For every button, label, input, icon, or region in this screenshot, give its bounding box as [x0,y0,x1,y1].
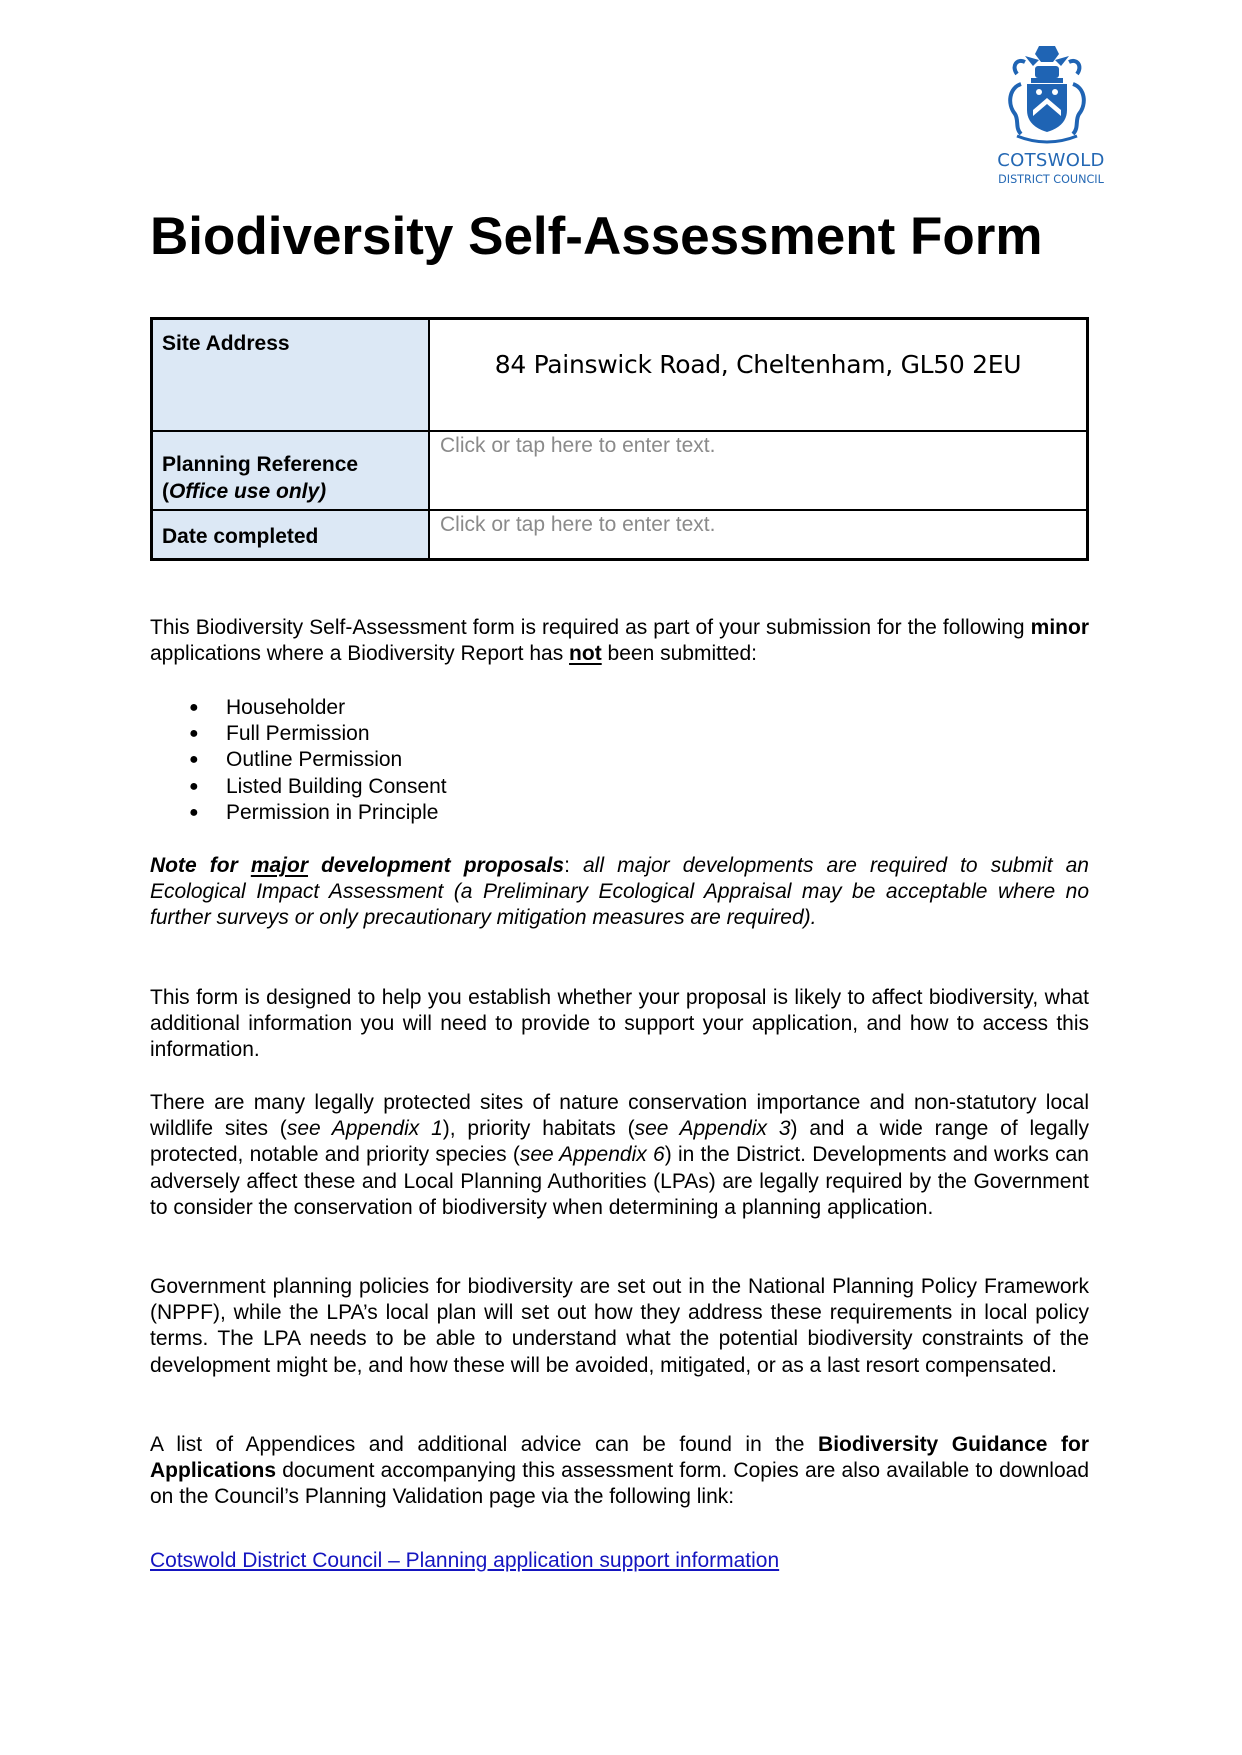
list-item-label: Listed Building Consent [226,774,447,798]
office-use-note: Office use only [169,480,320,503]
protected-sites-paragraph [150,1090,1089,1221]
note-major-emphasis: major [250,854,309,877]
site-address-value[interactable]: 84 Painswick Road, Cheltenham, GL50 2EU [494,350,1022,379]
application-types-list [150,695,1089,826]
site-address-label: Site Address [153,320,430,430]
note-lead-b: development proposals [308,854,565,877]
appendix-6-ref: Appendix 6 [553,1143,665,1167]
note-body: all major developments are required to submit an Ecological Impact Assessment (a Preliminary Ecological Appraisal may be acceptable where no further surveys or only precautionary mitigation measures are required). [150,854,1089,930]
bullet-icon: ● [189,751,199,769]
protected-text-1: There are many legally protected sites of nature conservation importance and non-statutory local wildlife sites ( [150,1091,1089,1141]
planning-reference-label-text: Planning Reference [162,453,359,476]
date-completed-label: Date completed [153,511,430,558]
list-item-label: Permission in Principle [226,800,439,824]
policy-paragraph: Government planning policies for biodiversity are set out in the National Planning Policy Framework (NPPF), while the LPA’s local plan will set out how they address these requirements in local policy terms. The LPA needs to be able to understand what the potential biodiversity constraints of the development might be, and how these will be avoided, mitigated, or as a last resort compensated. [150,1275,1089,1377]
council-logo [985,40,1115,192]
list-item [150,774,1089,800]
see-text: see [634,1117,669,1141]
intro-text-1: This Biodiversity Self-Assessment form is required as part of your submission for the following [150,616,1031,639]
appendices-paragraph [150,1432,1089,1511]
protected-text-4: ) in the District. Developments and works can adversely affect these and Local Planning Authorities (LPAs) are legally required by the Government to consider the conservation of biodiversity when determining a planning application. [150,1143,1089,1219]
office-use-close-paren: ) [319,480,327,503]
office-use-open-paren: ( [162,480,169,503]
date-completed-field[interactable]: Click or tap here to enter text. [440,513,716,536]
logo-wordmark: COTSWOLD [997,150,1105,171]
list-item-label: Householder [226,696,346,719]
planning-reference-label [153,432,430,509]
note-colon: : [564,854,570,877]
bullet-icon: ● [189,777,199,795]
date-completed-row [153,509,1086,558]
coat-of-arms-icon [1003,44,1091,146]
appendix-3-ref: Appendix 3 [668,1117,791,1141]
protected-text-3: ) and a wide range of legally protected, notable and priority species ( [150,1117,1090,1167]
intro-not-emphasis: not [569,642,602,666]
list-item [150,747,1089,773]
list-item [150,695,1089,721]
list-item-label: Full Permission [226,722,370,746]
intro-text-2: applications where a Biodiversity Report has [150,642,570,666]
appendix-1-ref: Appendix 1 [320,1117,443,1141]
intro-text-3: been submitted: [601,642,757,666]
appendices-text-2: document accompanying this assessment form. Copies are also available to download on the Council’s Planning Validation page via the following link: [150,1459,1089,1509]
bullet-icon: ● [189,725,199,743]
logo-subtitle: DISTRICT COUNCIL [998,173,1104,186]
list-item [150,721,1089,747]
site-details-table [150,317,1089,561]
page-title: Biodiversity Self-Assessment Form [150,207,1043,266]
intro-paragraph [150,615,1089,667]
appendices-text-1: A list of Appendices and additional advice can be found in the [150,1433,819,1456]
list-item-label: Outline Permission [226,748,403,772]
bullet-icon: ● [189,803,199,821]
list-item [150,800,1089,826]
site-address-row [153,320,1086,430]
see-text: see [286,1117,321,1141]
note-lead-a: Note for [150,854,251,877]
major-development-note [150,853,1089,932]
see-text: see [519,1143,554,1167]
guidance-document-name: Biodiversity Guidance for Applications [150,1433,1089,1483]
planning-support-link[interactable]: Cotswold District Council – Planning application support information [150,1549,780,1572]
planning-reference-row [153,430,1086,509]
intro-minor-bold: minor [1030,616,1089,639]
bullet-icon: ● [189,699,199,716]
planning-reference-field[interactable]: Click or tap here to enter text. [440,434,716,457]
purpose-paragraph: This form is designed to help you establish whether your proposal is likely to affect biodiversity, what additional information you will need to provide to support your application, and how to access this information. [150,986,1089,1062]
protected-text-2: ), priority habitats ( [442,1117,635,1141]
